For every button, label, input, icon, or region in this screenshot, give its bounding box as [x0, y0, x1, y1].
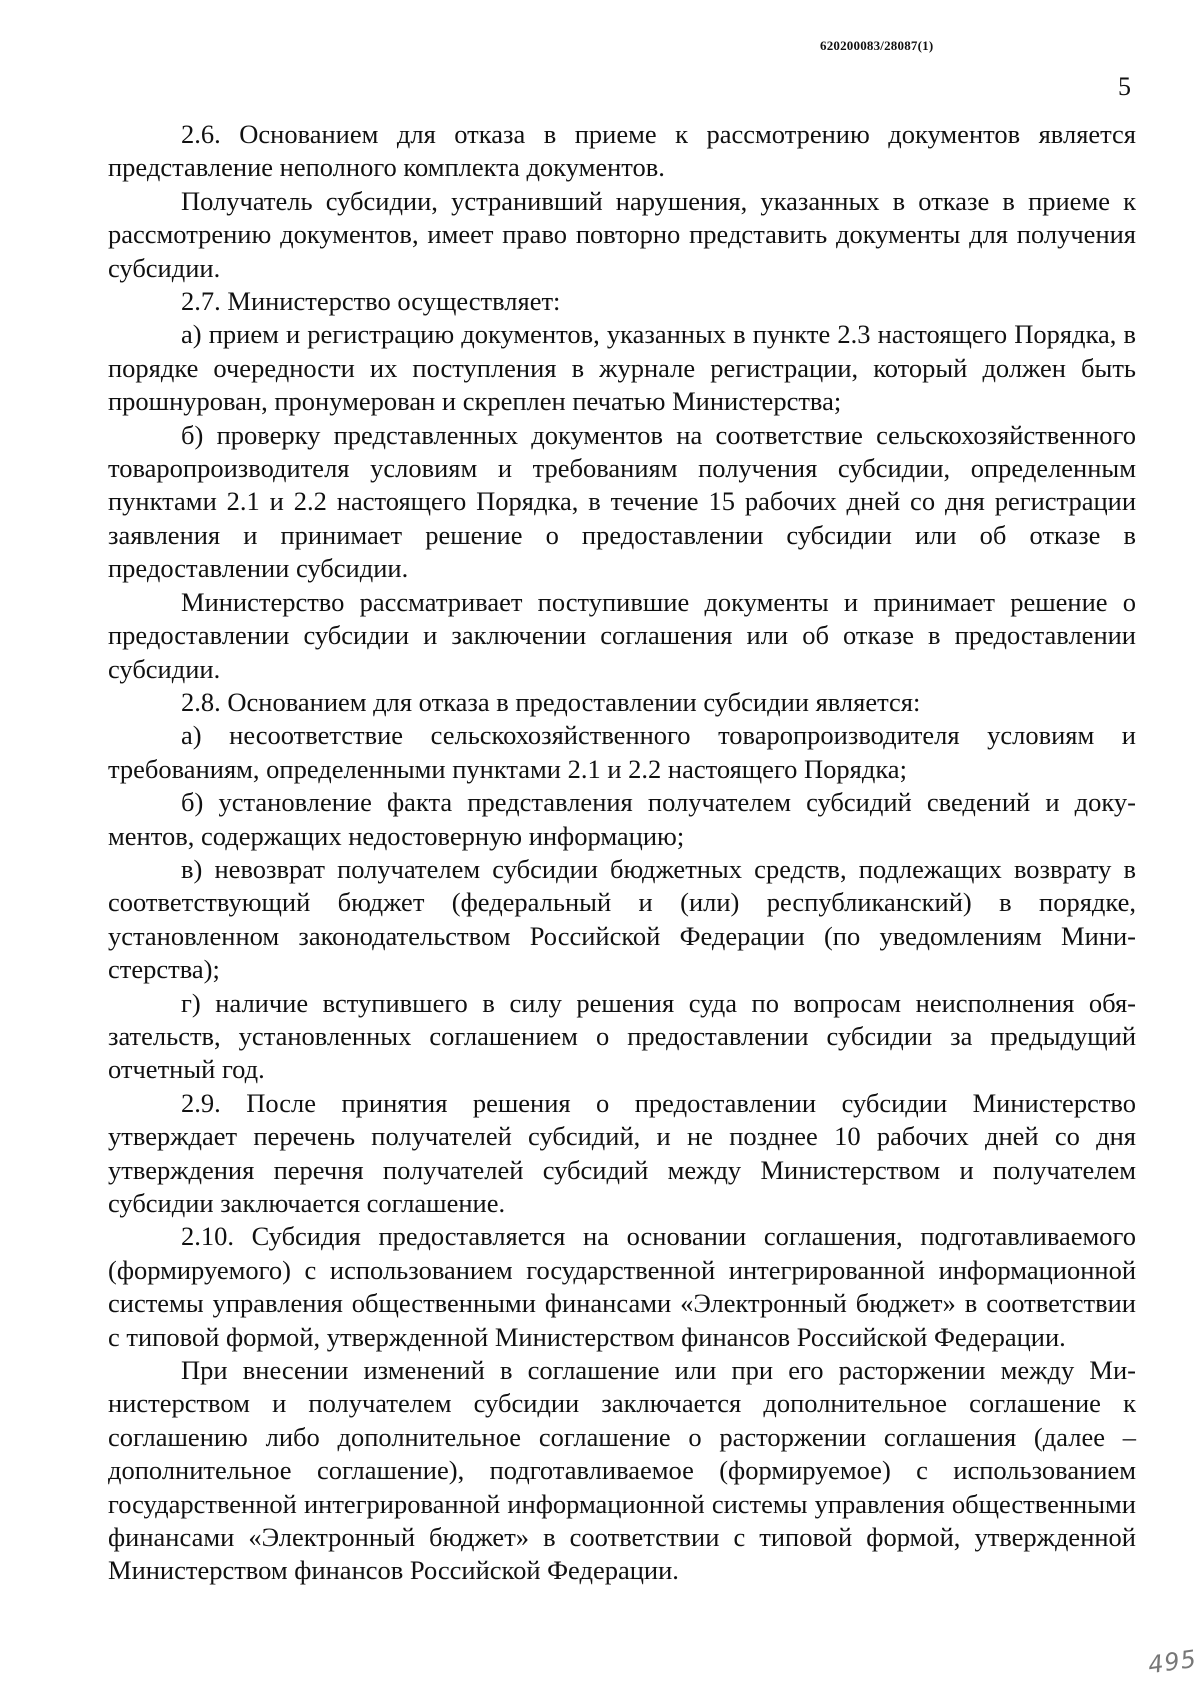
- paragraph-ministry-review: Министерство рассматривает поступившие документы и принимает решение о предоставлении субсидии и заключении соглашения или об отказе в предоставлении субсидии.: [108, 586, 1136, 684]
- paragraph-2-7-a: а) прием и регистрацию документов, указанных в пункте 2.3 настоящего Порядка, в порядке очередности их поступления в журнале регистрации, который должен быть прошнурован, пронумерован и скреплен печатью Министерства;: [108, 319, 1136, 417]
- paragraph-2-7: 2.7. Министерство осуществляет:: [181, 286, 561, 317]
- page-number: 5: [1118, 72, 1131, 101]
- handwritten-page-mark: 495: [1146, 1644, 1199, 1680]
- paragraph-2-8-g: г) наличие вступившего в силу решения суда по вопросам неисполнения обязательств, установленных соглашением о предоставлении субсидии за предыдущий отчетный год.: [108, 987, 1136, 1085]
- paragraph-2-8-b: б) установление факта представления получателем субсидий сведений и документов, содержащих недостоверную информацию;: [108, 787, 1136, 851]
- paragraph-2-8-a: а) несоответствие сельскохозяйственного товаропроизводителя условиям и требованиям, определенными пунктами 2.1 и 2.2 настоящего Порядка;: [108, 720, 1136, 784]
- paragraph-2-6: 2.6. Основанием для отказа в приеме к рассмотрению документов является представление неполного комплекта документов.: [108, 119, 1136, 183]
- paragraph-2-7-b: б) проверку представленных документов на соответствие сельскохозяйственного товаропроизводителя условиям и требованиям получения субсидии, определенным пунктами 2.1 и 2.2 настоящего Порядка, в течение 15 рабочих дней со дня регистрации заявления и принимает решение о предоставлении субсидии или об отказе в предоставлении субсидии.: [108, 419, 1136, 584]
- document-code: 620200083/28087(1): [820, 38, 934, 53]
- paragraph-resubmission: Получатель субсидии, устранивший нарушения, указанных в отказе в приеме к рассмотрению документов, имеет право повторно представить документы для получения субсидии.: [108, 185, 1136, 283]
- paragraph-2-10: 2.10. Субсидия предоставляется на основании соглашения, подготавливаемого (формируемого) с использованием государственной интегрированной информационной системы управления общественными финансами «Электронный бюджет» в соответствии с типовой формой, утвержденной Министерством финансов Российской Федерации.: [108, 1221, 1136, 1352]
- paragraph-2-9: 2.9. После принятия решения о предоставлении субсидии Министерство утверждает перечень получателей субсидий, и не позднее 10 рабочих дней со дня утверждения перечня получателей субсидий между Министерством и получателем субсидии заключается соглашение.: [108, 1087, 1136, 1218]
- paragraph-2-8: 2.8. Основанием для отказа в предоставлении субсидии является:: [181, 686, 921, 717]
- paragraph-amendments: При внесении изменений в соглашение или при его расторжении между Министерством и получателем субсидии заключается дополнительное соглашение к соглашению либо дополнительное соглашение о расторжении соглашения (далее – дополнительное соглашение), подготавливаемое (формируемое) с использованием государственной интегрированной информационной системы управления общественными финансами «Электронный бюджет» в соответствии с типовой формой, утвержденной Министерством финансов Российской Федерации.: [108, 1355, 1136, 1586]
- paragraph-2-8-v: в) невозврат получателем субсидии бюджетных средств, подлежащих возврату в соответствующий бюджет (федеральный и (или) республиканский) в порядке, установленном законодательством Российской Федерации (по уведомлениям Министерства);: [108, 853, 1136, 985]
- document-body: [108, 118, 1136, 1588]
